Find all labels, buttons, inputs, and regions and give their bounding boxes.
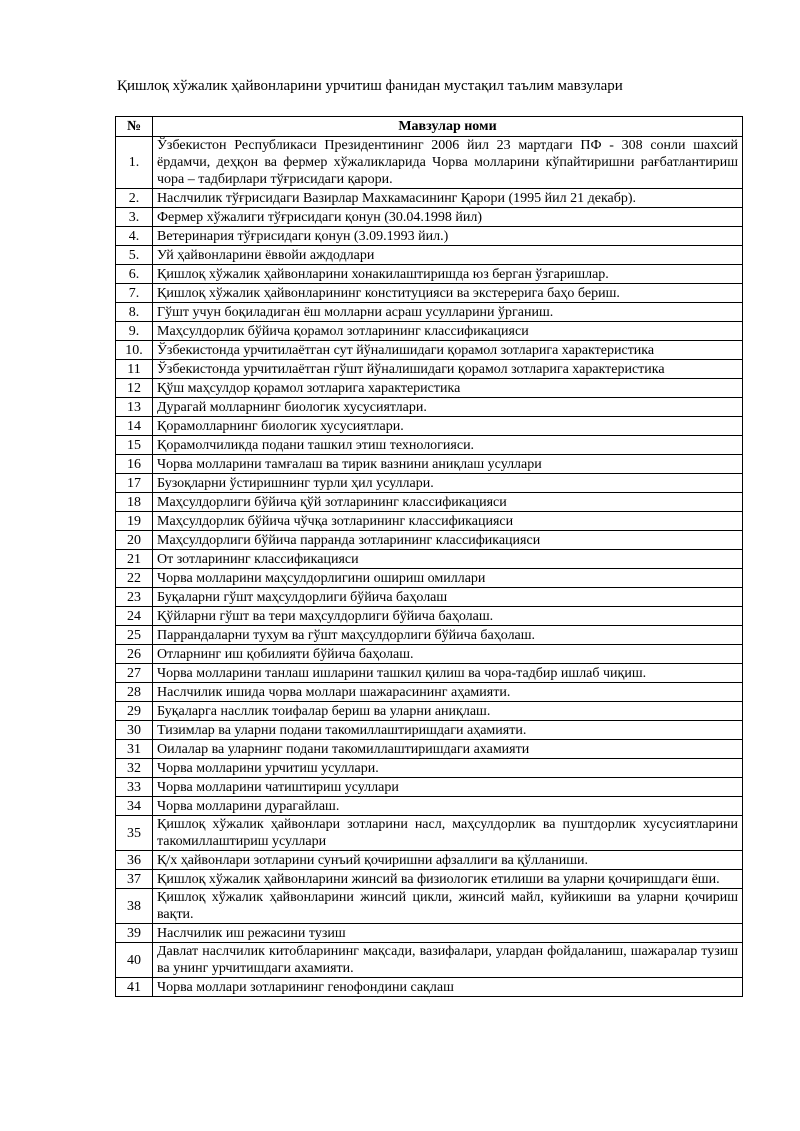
table-row <box>116 851 743 870</box>
row-topic: Дурагай молларнинг биологик хусусиятлари. <box>153 398 743 417</box>
row-number: 25 <box>116 626 153 645</box>
row-topic: Маҳсулдорлиги бўйича қўй зотларининг классификацияси <box>153 493 743 512</box>
row-number: 3. <box>116 208 153 227</box>
row-number: 28 <box>116 683 153 702</box>
table-row <box>116 924 743 943</box>
table-row <box>116 208 743 227</box>
table-row <box>116 137 743 189</box>
row-number: 24 <box>116 607 153 626</box>
table-row <box>116 978 743 997</box>
table-row <box>116 943 743 978</box>
row-topic: Чорва молларини тамғалаш ва тирик вазнини аниқлаш усуллари <box>153 455 743 474</box>
row-topic: Тизимлар ва уларни подани такомиллаштиришдаги аҳамияти. <box>153 721 743 740</box>
row-topic: Қишлоқ хўжалик ҳайвонларининг конституцияси ва экстерерига баҳо бериш. <box>153 284 743 303</box>
table-row <box>116 341 743 360</box>
row-number: 37 <box>116 870 153 889</box>
row-number: 8. <box>116 303 153 322</box>
table-row <box>116 474 743 493</box>
row-number: 40 <box>116 943 153 978</box>
table-row <box>116 417 743 436</box>
table-row <box>116 870 743 889</box>
row-topic: Чорва молларини маҳсулдорлигини ошириш омиллари <box>153 569 743 588</box>
row-number: 22 <box>116 569 153 588</box>
table-row <box>116 322 743 341</box>
row-number: 6. <box>116 265 153 284</box>
row-number: 7. <box>116 284 153 303</box>
row-topic: Паррандаларни тухум ва гўшт маҳсулдорлиги бўйича баҳолаш. <box>153 626 743 645</box>
row-topic: Отларнинг иш қобилияти бўйича баҳолаш. <box>153 645 743 664</box>
row-number: 1. <box>116 137 153 189</box>
row-number: 19 <box>116 512 153 531</box>
row-number: 38 <box>116 889 153 924</box>
row-number: 39 <box>116 924 153 943</box>
row-number: 41 <box>116 978 153 997</box>
table-row <box>116 889 743 924</box>
row-number: 29 <box>116 702 153 721</box>
row-topic: Қишлоқ хўжалик ҳайвонларини жинсий ва физиологик етилиши ва уларни қочиришдаги ёши. <box>153 870 743 889</box>
table-row <box>116 531 743 550</box>
table-row <box>116 626 743 645</box>
table-row <box>116 664 743 683</box>
row-number: 18 <box>116 493 153 512</box>
row-number: 31 <box>116 740 153 759</box>
row-topic: Ўзбекистонда урчитилаётган сут йўналишидаги қорамол зотларига характеристика <box>153 341 743 360</box>
row-number: 17 <box>116 474 153 493</box>
row-number: 2. <box>116 189 153 208</box>
table-row <box>116 683 743 702</box>
document-title: Қишлоқ хўжалик ҳайвонларини урчитиш фанидан мустақил таълим мавзулари <box>117 78 623 94</box>
row-topic: Маҳсулдорлик бўйича қорамол зотларининг классификацияси <box>153 322 743 341</box>
header-number: № <box>116 117 153 137</box>
row-number: 36 <box>116 851 153 870</box>
row-topic: От зотларининг классификацияси <box>153 550 743 569</box>
row-topic: Қишлоқ хўжалик ҳайвонларини хонакилаштиришда юз берган ўзгаришлар. <box>153 265 743 284</box>
row-number: 16 <box>116 455 153 474</box>
table-row <box>116 740 743 759</box>
row-number: 14 <box>116 417 153 436</box>
row-topic: Чорва молларини танлаш ишларини ташкил қилиш ва чора-тадбир ишлаб чиқиш. <box>153 664 743 683</box>
table-row <box>116 227 743 246</box>
row-number: 12 <box>116 379 153 398</box>
row-number: 26 <box>116 645 153 664</box>
row-number: 35 <box>116 816 153 851</box>
row-topic: Қўш маҳсулдор қорамол зотларига характеристика <box>153 379 743 398</box>
row-topic: Буқаларга насллик тоифалар бериш ва уларни аниқлаш. <box>153 702 743 721</box>
table-header-row <box>116 117 743 137</box>
row-topic: Чорва молларини чатиштириш усуллари <box>153 778 743 797</box>
table-row <box>116 702 743 721</box>
row-topic: Чорва молларини дурагайлаш. <box>153 797 743 816</box>
table-row <box>116 512 743 531</box>
table-row <box>116 816 743 851</box>
row-topic: Уй ҳайвонларини ёввойи аждодлари <box>153 246 743 265</box>
table-row <box>116 721 743 740</box>
row-topic: Қишлоқ хўжалик ҳайвонларини жинсий цикли, жинсий майл, куйикиши ва уларни қочириш вақти. <box>153 889 743 924</box>
row-topic: Чорва молларини урчитиш усуллари. <box>153 759 743 778</box>
row-topic: Наслчилик ишида чорва моллари шажарасининг аҳамияти. <box>153 683 743 702</box>
row-number: 23 <box>116 588 153 607</box>
header-topic: Мавзулар номи <box>153 117 743 137</box>
table-row <box>116 569 743 588</box>
row-topic: Наслчилик иш режасини тузиш <box>153 924 743 943</box>
row-number: 27 <box>116 664 153 683</box>
table-row <box>116 303 743 322</box>
row-number: 9. <box>116 322 153 341</box>
row-number: 33 <box>116 778 153 797</box>
row-topic: Давлат наслчилик китобларининг мақсади, вазифалари, улардан фойдаланиш, шажаралар тузиш ва унинг урчитишдаги ахамияти. <box>153 943 743 978</box>
table-row <box>116 607 743 626</box>
table-row <box>116 455 743 474</box>
topics-table <box>115 116 743 997</box>
row-topic: Маҳсулдорлиги бўйича парранда зотларининг классификацияси <box>153 531 743 550</box>
row-number: 4. <box>116 227 153 246</box>
table-row <box>116 588 743 607</box>
row-topic: Ветеринария тўғрисидаги қонун (3.09.1993 йил.) <box>153 227 743 246</box>
row-topic: Ўзбекистонда урчитилаётган гўшт йўналишидаги қорамол зотларига характеристика <box>153 360 743 379</box>
row-number: 13 <box>116 398 153 417</box>
row-topic: Маҳсулдорлик бўйича чўчқа зотларининг классификацияси <box>153 512 743 531</box>
row-number: 21 <box>116 550 153 569</box>
table-row <box>116 759 743 778</box>
table-row <box>116 797 743 816</box>
table-row <box>116 265 743 284</box>
row-topic: Қорамолларнинг биологик хусусиятлари. <box>153 417 743 436</box>
row-number: 5. <box>116 246 153 265</box>
row-topic: Қ/х ҳайвонлари зотларини сунъий қочиришни афзаллиги ва қўлланиши. <box>153 851 743 870</box>
row-number: 11 <box>116 360 153 379</box>
table-row <box>116 645 743 664</box>
table-row <box>116 398 743 417</box>
row-number: 32 <box>116 759 153 778</box>
row-number: 20 <box>116 531 153 550</box>
row-number: 15 <box>116 436 153 455</box>
row-topic: Оилалар ва уларнинг подани такомиллаштиришдаги ахамияти <box>153 740 743 759</box>
table-row <box>116 778 743 797</box>
table-row <box>116 493 743 512</box>
row-topic: Гўшт учун боқиладиган ёш молларни асраш усулларини ўрганиш. <box>153 303 743 322</box>
table-row <box>116 246 743 265</box>
row-topic: Қишлоқ хўжалик ҳайвонлари зотларини насл, маҳсулдорлик ва пуштдорлик хусусиятларини такомиллаштириш усуллари <box>153 816 743 851</box>
table-row <box>116 379 743 398</box>
table-row <box>116 189 743 208</box>
table-row <box>116 550 743 569</box>
table-row <box>116 360 743 379</box>
row-topic: Бузоқларни ўстиришнинг турли ҳил усуллари. <box>153 474 743 493</box>
row-topic: Буқаларни гўшт маҳсулдорлиги бўйича баҳолаш <box>153 588 743 607</box>
row-number: 34 <box>116 797 153 816</box>
row-topic: Қўйларни гўшт ва тери маҳсулдорлиги бўйича баҳолаш. <box>153 607 743 626</box>
row-topic: Чорва моллари зотларининг генофондини сақлаш <box>153 978 743 997</box>
row-topic: Фермер хўжалиги тўғрисидаги қонун (30.04.1998 йил) <box>153 208 743 227</box>
row-number: 30 <box>116 721 153 740</box>
table-row <box>116 284 743 303</box>
row-topic: Ўзбекистон Республикаси Президентининг 2006 йил 23 мартдаги ПФ - 308 сонли шахсий ёрдамчи, деҳқон ва фермер хўжаликларида Чорва молларини кўпайтиришни рағбатлантириш чора – тадбирлари тўғрисидаги қарори. <box>153 137 743 189</box>
row-number: 10. <box>116 341 153 360</box>
row-topic: Наслчилик тўғрисидаги Вазирлар Махкамасининг Қарори (1995 йил 21 декабр). <box>153 189 743 208</box>
row-topic: Қорамолчиликда подани ташкил этиш технологияси. <box>153 436 743 455</box>
table-row <box>116 436 743 455</box>
